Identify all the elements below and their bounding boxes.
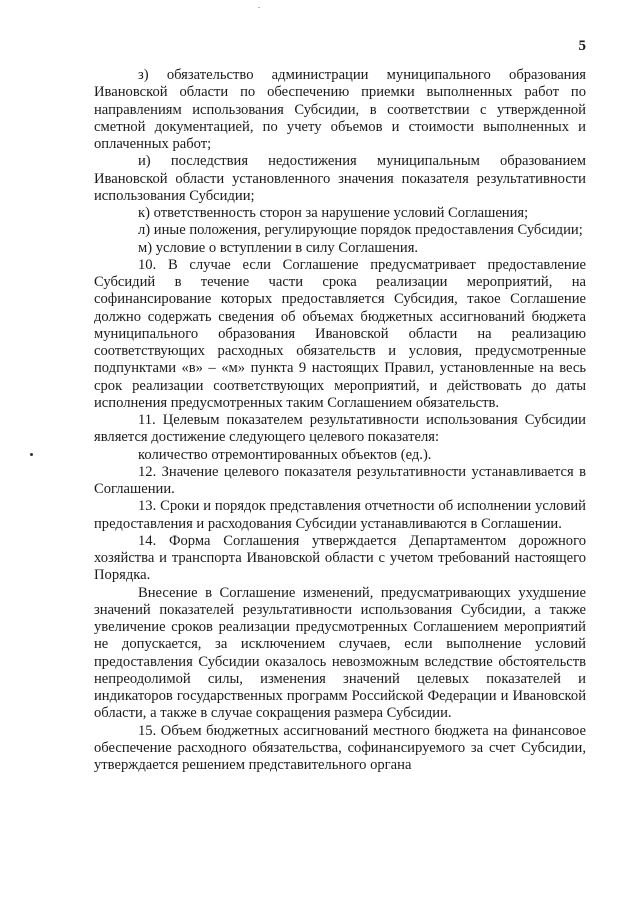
scan-speck (258, 7, 260, 8)
paragraph: 10. В случае если Соглашение предусматривает предоставление Субсидий в течение части срока реализации мероприятий, на софинансирование которых предоставляется Субсидия, такое Соглашение должно содержать сведения об объемах бюджетных ассигнований бюджета муниципального образования Ивановской области на реализацию соответствующих расходных обязательств и условия, предусмотренные подпунктами «в» – «м» пункта 9 настоящих Правил, установленные на весь срок реализации соответствующих мероприятий, и действовать до даты исполнения предусмотренных таким Соглашением обязательств. (94, 256, 586, 411)
scan-speck (30, 453, 33, 456)
paragraph: л) иные положения, регулирующие порядок предоставления Субсидии; (138, 222, 583, 239)
paragraph: м) условие о вступлении в силу Соглашения. (138, 239, 419, 256)
document-body (94, 67, 586, 774)
paragraph: з) обязательство администрации муниципального образования Ивановской области по обеспечению приемки выполненных работ по направлениям использования Субсидии, в соответствии с утвержденной сметной документацией, по учету объемов и стоимости выполненных и оплаченных работ; (94, 67, 586, 152)
paragraph: 15. Объем бюджетных ассигнований местного бюджета на финансовое обеспечение расходного обязательства, софинансируемого за счет Субсидии, утверждается решением представительного органа (94, 722, 586, 773)
paragraph: к) ответственность сторон за нарушение условий Соглашения; (138, 205, 529, 221)
paragraph: 13. Сроки и порядок представления отчетности об исполнении условий предоставления и расходования Субсидии устанавливаются в Соглашении. (94, 498, 586, 532)
paragraph: 14. Форма Соглашения утверждается Департаментом дорожного хозяйства и транспорта Ивановской области с учетом требований настоящего Порядка. (94, 532, 586, 584)
paragraph: количество отремонтированных объектов (ед.). (138, 446, 432, 463)
paragraph: и) последствия недостижения муниципальным образованием Ивановской области установленного значения показателя результативности использования Субсидии; (94, 153, 586, 204)
paragraph: 11. Целевым показателем результативности использования Субсидии является достижение следующего целевого показателя: (94, 412, 586, 446)
page-number: 5 (578, 38, 586, 54)
paragraph: 12. Значение целевого показателя результативности устанавливается в Соглашении. (94, 463, 586, 497)
paragraph: Внесение в Соглашение изменений, предусматривающих ухудшение значений показателей результативности использования Субсидии, а также увеличение сроков реализации предусмотренных Соглашением мероприятий не допускается, за исключением случаев, если выполнение условий предоставления Субсидии оказалось невозможным вследствие обстоятельств непреодолимой силы, изменения значений целевых показателей и индикаторов государственных программ Российской Федерации и Ивановской области, а также в случае сокращения размера Субсидии. (94, 584, 586, 722)
